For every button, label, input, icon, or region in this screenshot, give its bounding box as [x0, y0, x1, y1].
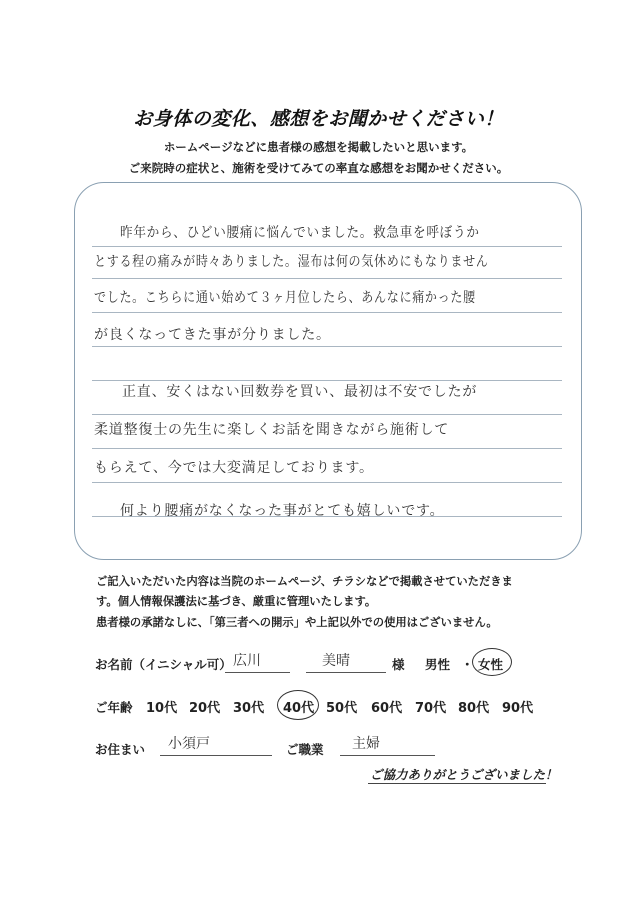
gender-female-option[interactable]: 女性	[478, 657, 504, 672]
ruled-line	[92, 346, 562, 347]
surname-value: 広川	[233, 653, 261, 669]
address-value: 小須戸	[168, 736, 210, 752]
age-option-70[interactable]: 70代	[415, 701, 447, 716]
comment-line: 昨年から、ひどい腰痛に悩んでいました。救急車を呼ぼうか	[120, 225, 480, 241]
age-option-30[interactable]: 30代	[233, 701, 265, 716]
comment-line: 柔道整復士の先生に楽しくお話を聞きながら施術して	[94, 422, 450, 438]
privacy-note-2: す。個人情報保護法に基づき、厳重に管理いたします。	[96, 595, 377, 608]
ruled-line	[92, 246, 562, 247]
age-option-90[interactable]: 90代	[502, 701, 534, 716]
name-label: お名前（イニシャル可）	[95, 657, 232, 672]
ruled-line	[92, 482, 562, 483]
comment-line: でした。こちらに通い始めて３ヶ月位したら、あんなに痛かった腰	[94, 290, 476, 306]
comment-line: もらえて、今では大変満足しております。	[94, 460, 374, 476]
job-value: 主婦	[352, 736, 380, 752]
gender-separator: ・	[461, 657, 474, 672]
comment-line: 正直、安くはない回数券を買い、最初は不安でしたが	[122, 384, 478, 400]
comment-line: 何より腰痛がなくなった事がとても嬉しいです。	[120, 503, 445, 519]
privacy-note-1: ご記入いただいた内容は当院のホームページ、チラシなどで掲載させていただきま	[96, 575, 513, 588]
privacy-note-3: 患者様の承諾なしに、「第三者への開示」や上記以外での使用はございません。	[96, 616, 498, 629]
page-title: お身体の変化、感想をお聞かせください！	[133, 108, 504, 130]
thanks-underline	[368, 783, 546, 784]
gender-male-option[interactable]: 男性	[425, 657, 451, 672]
given-name-value: 美晴	[322, 653, 350, 669]
ruled-line	[92, 312, 562, 313]
age-option-80[interactable]: 80代	[458, 701, 490, 716]
age-option-60[interactable]: 60代	[371, 701, 403, 716]
comment-line: が良くなってきた事が分りました。	[94, 327, 331, 343]
selected-circle	[277, 690, 319, 720]
ruled-line	[92, 414, 562, 415]
age-option-50[interactable]: 50代	[326, 701, 358, 716]
intro-line-1: ホームページなどに患者様の感想を掲載したいと思います。	[163, 140, 474, 154]
thanks-text: ご協力ありがとうございました！	[370, 767, 558, 782]
ruled-line	[92, 278, 562, 279]
ruled-line	[92, 448, 562, 449]
age-label: ご年齢	[95, 700, 133, 715]
selected-circle	[472, 648, 512, 676]
comment-line: とする程の痛みが時々ありました。湿布は何の気休めにもなりません	[94, 254, 489, 270]
job-label: ご職業	[286, 742, 324, 757]
age-option-10[interactable]: 10代	[146, 701, 178, 716]
age-option-20[interactable]: 20代	[189, 701, 221, 716]
address-label: お住まい	[95, 742, 146, 757]
intro-line-2: ご来院時の症状と、施術を受けてみての率直な感想をお聞かせください。	[128, 161, 509, 175]
age-option-40[interactable]: 40代	[283, 701, 315, 716]
honorific: 様	[392, 657, 405, 672]
